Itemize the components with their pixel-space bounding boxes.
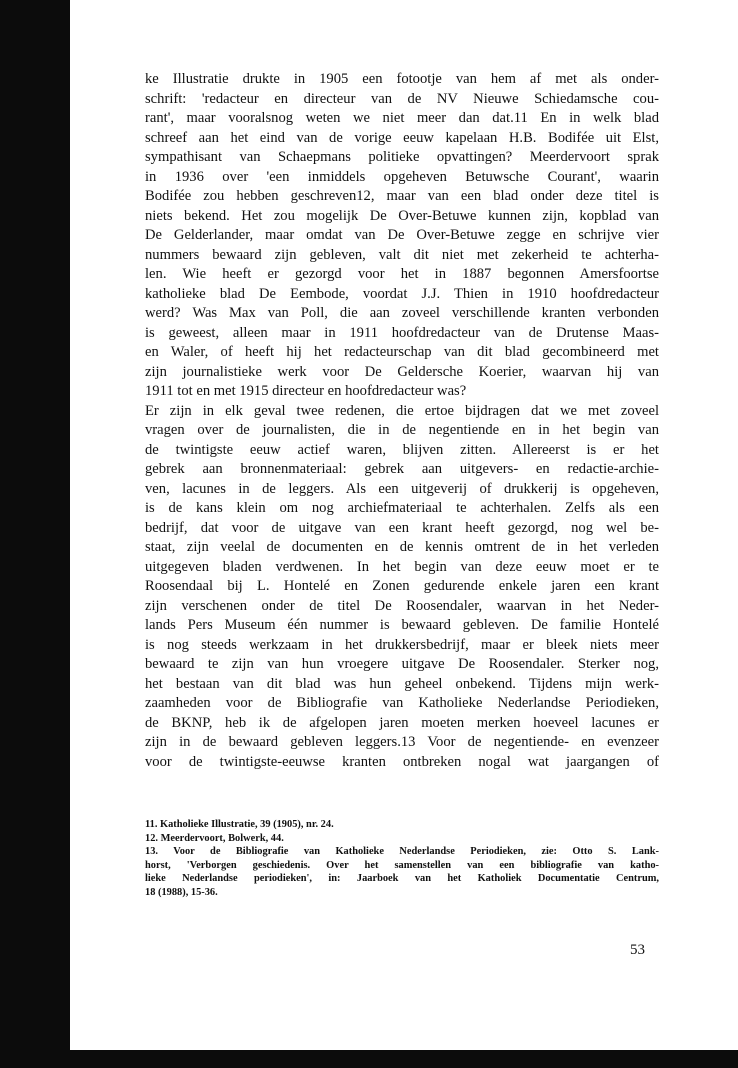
text-line: is geweest, alleen maar in 1911 hoofdredacteur van de Drutense Maas- (145, 324, 659, 341)
text-line: schrift: 'redacteur en directeur van de NV Nieuwe Schiedamsche cou- (145, 90, 659, 107)
paragraph-1 (145, 70, 659, 402)
text-line: sympathisant van Schaepmans politieke opvattingen? Meerdervoort sprak (145, 149, 659, 165)
text-line: de BKNP, heb ik de afgelopen jaren moeten merken hoeveel lacunes er (145, 714, 659, 731)
text-line: is nog steeds werkzaam in het drukkersbedrijf, maar er bleek niets meer (145, 636, 659, 653)
footnote-line: 12. Meerdervoort, Bolwerk, 44. (145, 832, 284, 844)
text-line: bewaard te zijn van hun vroegere uitgave De Roosendaler. Sterker nog, (145, 656, 659, 672)
text-line: katholieke blad De Eembode, voordat J.J. Thien in 1910 hoofdredacteur (145, 285, 659, 302)
text-line: Roosendaal bij L. Hontelé en Zonen gedurende enkele jaren een krant (145, 578, 659, 594)
footnote-line: horst, 'Verborgen geschiedenis. Over het samenstellen van een bibliografie van katho- (145, 859, 659, 871)
page-body (145, 70, 659, 772)
text-line: zijn in de bewaard gebleven leggers.13 Voor de negentiende- en evenzeer (145, 734, 659, 750)
text-line: is de kans klein om nog archiefmateriaal te achterhalen. Zelfs als een (145, 500, 659, 516)
text-line: zijn journalistieke werk voor De Geldersche Koerier, waarvan hij van (145, 363, 659, 380)
text-line: niets bekend. Het zou mogelijk De Over-Betuwe kunnen zijn, kopblad van (145, 207, 659, 224)
text-line: rant', maar vooralsnog weten we niet meer dan dat.11 En in welk blad (145, 110, 659, 126)
text-line: bedrijf, dat voor de uitgave van een krant heeft gezorgd, nog wel be- (145, 519, 659, 536)
text-line: 1911 tot en met 1915 directeur en hoofdredacteur was? (145, 383, 467, 399)
text-line: Er zijn in elk geval twee redenen, die ertoe bijdragen dat we met zoveel (145, 402, 659, 419)
text-line: nummers bewaard zijn gebleven, valt dit niet met zekerheid te achterha- (145, 246, 659, 263)
text-line: len. Wie heeft er gezorgd voor het in 1887 begonnen Amersfoortse (145, 266, 659, 282)
scan-border-left (0, 0, 70, 1068)
text-line: het bestaan van dit blad was hun geheel onbekend. Tijdens mijn werk- (145, 675, 659, 692)
text-line: zaamheden voor de Bibliografie van Katholieke Nederlandse Periodieken, (145, 695, 659, 711)
footnote-13 (145, 845, 659, 899)
footnote-line: 11. Katholieke Illustratie, 39 (1905), nr. 24. (145, 819, 334, 830)
footnote-line: 18 (1988), 15-36. (145, 886, 218, 898)
footnote-line: lieke Nederlandse periodieken', in: Jaarboek van het Katholiek Documentatie Centrum, (145, 873, 659, 885)
paragraph-2 (145, 402, 659, 773)
text-line: staat, zijn veelal de documenten en de kennis omtrent de in het verleden (145, 539, 659, 555)
text-line: gebrek aan bronnenmateriaal: gebrek aan uitgevers- en redactie-archie- (145, 461, 659, 477)
text-line: zijn verschenen onder de titel De Roosendaler, waarvan in het Neder- (145, 597, 659, 614)
text-line: in 1936 over 'een inmiddels opgeheven Betuwsche Courant', waarin (145, 168, 659, 185)
footnote-11 (145, 818, 659, 832)
text-line: Bodifée zou hebben geschreven12, maar van een blad onder deze titel is (145, 188, 659, 204)
text-line: schreef aan het eind van de vorige eeuw kapelaan H.B. Bodifée uit Elst, (145, 129, 659, 146)
text-line: voor de twintigste-eeuwse kranten ontbreken nogal wat jaargangen of (145, 753, 659, 770)
text-line: lands Pers Museum één nummer is bewaard gebleven. De familie Hontelé (145, 617, 659, 633)
page-number: 53 (630, 942, 645, 958)
footnote-line: 13. Voor de Bibliografie van Katholieke Nederlandse Periodieken, zie: Otto S. Lank- (145, 846, 659, 858)
scan-border-bottom (0, 1050, 738, 1068)
text-line: ke Illustratie drukte in 1905 een fotootje van hem af met als onder- (145, 71, 659, 87)
text-line: werd? Was Max van Poll, die aan zoveel verschillende kranten verbonden (145, 305, 659, 321)
footnote-12 (145, 832, 659, 846)
text-line: de twintigste eeuw actief waren, blijven zitten. Allereerst is er het (145, 441, 659, 458)
text-line: en Waler, of heeft hij het redacteurschap van dit blad gecombineerd met (145, 344, 659, 360)
text-line: uitgegeven bladen verdwenen. In het begin van deze eeuw moet er te (145, 558, 659, 575)
main-text (145, 70, 659, 772)
footnotes (145, 818, 659, 900)
text-line: vragen over de journalisten, die in de negentiende en in het begin van (145, 422, 659, 438)
text-line: ven, lacunes in de leggers. Als een uitgeverij of drukkerij is opgeheven, (145, 480, 659, 497)
text-line: De Gelderlander, maar omdat van De Over-Betuwe zegge en schrijve vier (145, 227, 659, 243)
